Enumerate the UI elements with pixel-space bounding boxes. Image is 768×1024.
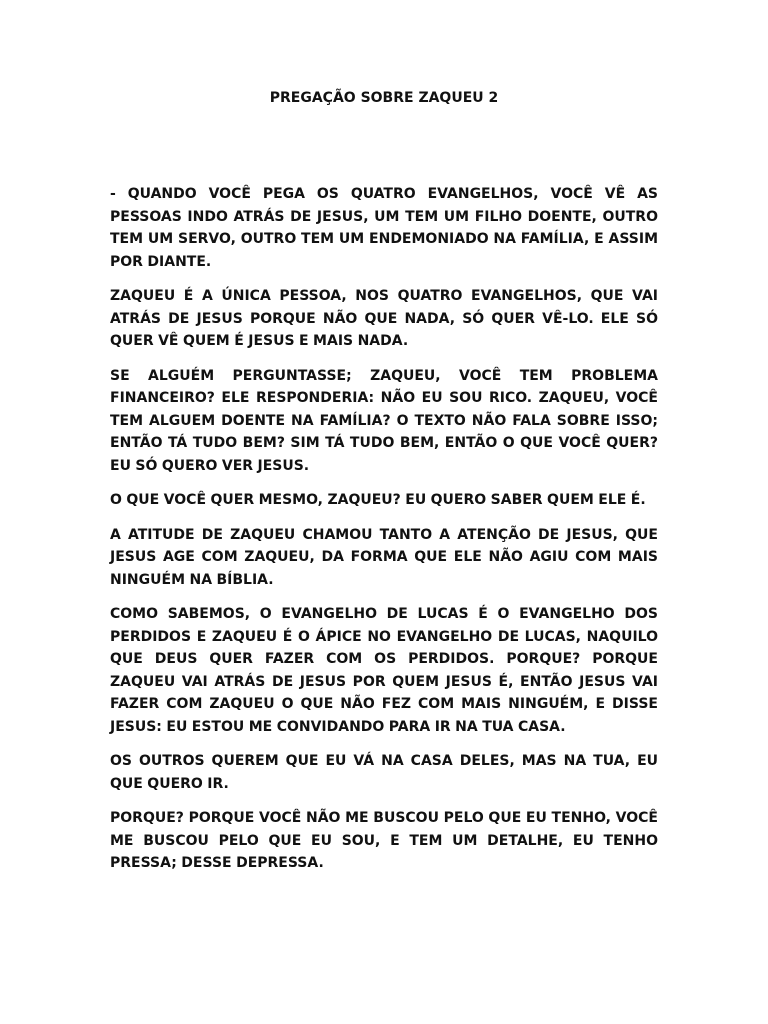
- paragraph: - QUANDO VOCÊ PEGA OS QUATRO EVANGELHOS, VOCÊ VÊ AS PESSOAS INDO ATRÁS DE JESUS, UM TEM UM FILHO DOENTE, OUTRO TEM UM SERVO, OUTRO TEM UM ENDEMONIADO NA FAMÍLIA, E ASSIM POR DIANTE.: [110, 186, 658, 270]
- paragraph: A ATITUDE DE ZAQUEU CHAMOU TANTO A ATENÇÃO DE JESUS, QUE JESUS AGE COM ZAQUEU, DA FORMA QUE ELE NÃO AGIU COM MAIS NINGUÉM NA BÍBLIA.: [110, 526, 658, 588]
- paragraph: PORQUE? PORQUE VOCÊ NÃO ME BUSCOU PELO QUE EU TENHO, VOCÊ ME BUSCOU PELO QUE EU SOU, E TEM UM DETALHE, EU TENHO PRESSA; DESSE DEPRESSA.: [110, 810, 658, 871]
- paragraph: O QUE VOCÊ QUER MESMO, ZAQUEU? EU QUERO SABER QUEM ELE É.: [110, 492, 646, 508]
- document-body: [110, 183, 658, 887]
- paragraph: OS OUTROS QUEREM QUE EU VÁ NA CASA DELES, MAS NA TUA, EU QUE QUERO IR.: [110, 753, 658, 792]
- paragraph: COMO SABEMOS, O EVANGELHO DE LUCAS É O EVANGELHO DOS PERDIDOS E ZAQUEU É O ÁPICE NO EVANGELHO DE LUCAS, NAQUILO QUE DEUS QUER FAZER COM OS PERDIDOS. PORQUE? PORQUE ZAQUEU VAI ATRÁS DE JESUS POR QUEM JESUS É, ENTÃO JESUS VAI FAZER COM ZAQUEU O QUE NÃO FEZ COM MAIS NINGUÉM, E DISSE JESUS: EU ESTOU ME CONVIDANDO PARA IR NA TUA CASA.: [110, 606, 658, 735]
- paragraph: SE ALGUÉM PERGUNTASSE; ZAQUEU, VOCÊ TEM PROBLEMA FINANCEIRO? ELE RESPONDERIA: NÃO EU SOU RICO. ZAQUEU, VOCÊ TEM ALGUEM DOENTE NA FAMÍLIA? O TEXTO NÃO FALA SOBRE ISSO; ENTÃO TÁ TUDO BEM? SIM TÁ TUDO BEM, ENTÃO O QUE VOCÊ QUER? EU SÓ QUERO VER JESUS.: [110, 367, 658, 474]
- paragraph: ZAQUEU É A ÚNICA PESSOA, NOS QUATRO EVANGELHOS, QUE VAI ATRÁS DE JESUS PORQUE NÃO QUE NADA, SÓ QUER VÊ-LO. ELE SÓ QUER VÊ QUEM É JESUS E MAIS NADA.: [110, 288, 658, 349]
- document-title: PREGAÇÃO SOBRE ZAQUEU 2: [269, 90, 499, 106]
